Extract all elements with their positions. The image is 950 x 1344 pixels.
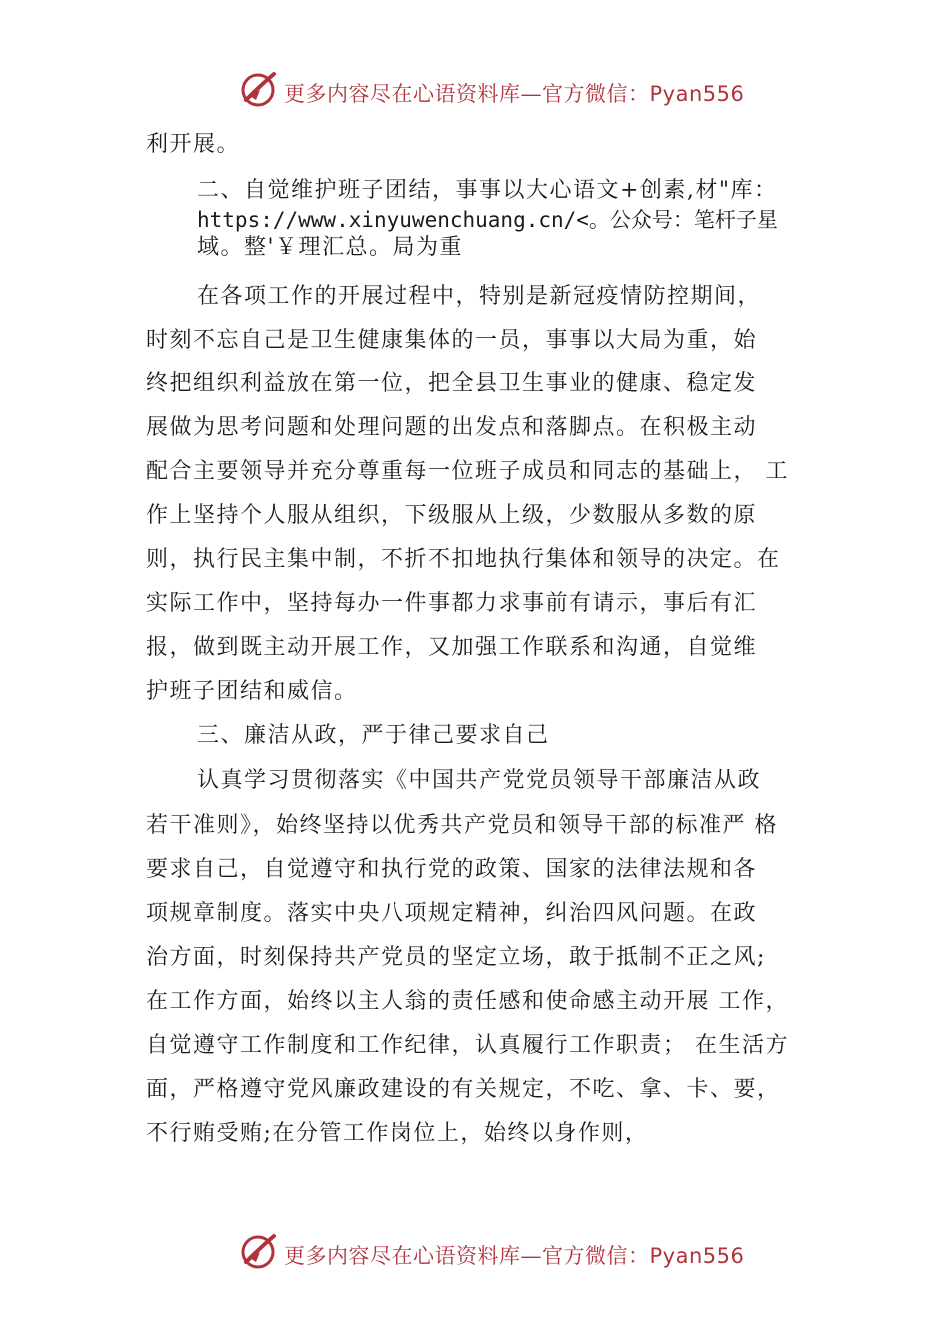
paragraph-line: 实际工作中，坚持每办一件事都力求事前有请示，事后有汇 [146, 591, 758, 616]
paragraph-line: 报，做到既主动开展工作，又加强工作联系和沟通，自觉维 [146, 635, 758, 660]
banner-wechat-id: Pyan556 [649, 1244, 745, 1268]
paragraph-line: 治方面，时刻保持共产党员的坚定立场，敢于抵制不正之风; [146, 945, 766, 970]
banner-text [284, 1240, 744, 1270]
paragraph-line: 面，严格遵守党风廉政建设的有关规定，不吃、拿、卡、要， [146, 1077, 781, 1102]
paragraph-line: 自觉遵守工作制度和工作纪律，认真履行工作职责； 在生活方 [146, 1033, 789, 1058]
footer-watermark-banner [0, 1232, 950, 1276]
paragraph-line: 不行贿受贿;在分管工作岗位上，始终以身作则， [146, 1121, 649, 1146]
paragraph-line: 护班子团结和威信。 [146, 679, 358, 704]
text-line: 利开展。 [146, 132, 241, 157]
paragraph-line: 在各项工作的开展过程中，特别是新冠疫情防控期间， [197, 284, 762, 309]
text-line: 域。整'￥理汇总。局为重 [197, 235, 464, 260]
paragraph-line: 配合主要领导并充分尊重每一位班子成员和同志的基础上， 工 [146, 459, 789, 484]
banner-label: 更多内容尽在心语资料库—官方微信： [284, 82, 650, 106]
paragraph-line: 项规章制度。落实中央八项规定精神，纠治四风问题。在政 [146, 901, 758, 926]
banner-wechat-id: Pyan556 [649, 82, 745, 106]
paragraph-line: 时刻不忘自己是卫生健康集体的一员，事事以大局为重，始 [146, 328, 758, 353]
paragraph-line: 作上坚持个人服从组织，下级服从上级，少数服从多数的原 [146, 503, 758, 528]
paragraph-line: 要求自己，自觉遵守和执行党的政策、国家的法律法规和各 [146, 857, 758, 882]
paragraph-line: 认真学习贯彻落实《中国共产党党员领导干部廉洁从政 [197, 768, 762, 793]
paragraph-line: 展做为思考问题和处理问题的出发点和落脚点。在积极主动 [146, 415, 758, 440]
pen-circle-logo-icon [238, 1232, 278, 1272]
paragraph-line: 则，执行民主集中制，不折不扣地执行集体和领导的决定。在 [146, 547, 781, 572]
section-heading: 二、自觉维护班子团结，事事以大心语文+创素,材"库： [197, 178, 778, 203]
paragraph-line: 终把组织利益放在第一位，把全县卫生事业的健康、稳定发 [146, 371, 758, 396]
paragraph-line: 在工作方面，始终以主人翁的责任感和使命感主动开展 工作， [146, 989, 789, 1014]
text-line: https://www.xinyuwenchuang.cn/<。公众号：笔杆子星 [197, 208, 778, 232]
section-heading: 三、廉洁从政，严于律己要求自己 [197, 723, 550, 748]
paragraph-line: 若干准则》，始终坚持以优秀共产党员和领导干部的标准严 格 [146, 813, 778, 838]
banner-label: 更多内容尽在心语资料库—官方微信： [284, 1244, 650, 1268]
